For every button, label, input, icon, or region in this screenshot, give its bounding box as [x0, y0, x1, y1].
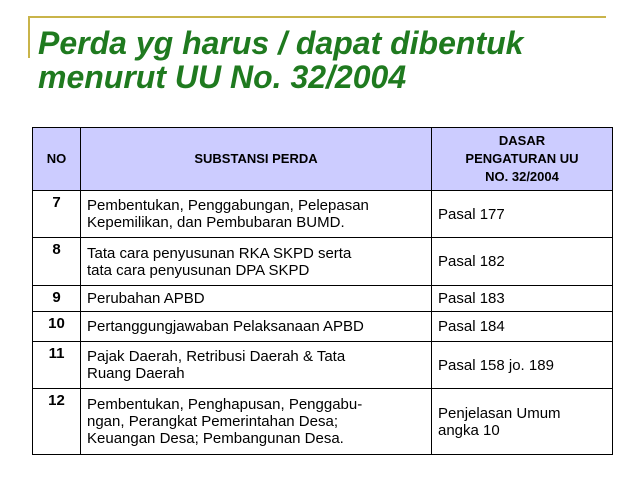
perda-table [32, 127, 613, 455]
top-rule [28, 16, 606, 18]
row-no: 8 [33, 238, 81, 286]
table-row [33, 238, 613, 286]
table-row [33, 312, 613, 342]
row-dasar: Pasal 158 jo. 189 [432, 342, 613, 389]
table-row [33, 286, 613, 312]
row-substansi: Pembentukan, Penggabungan, Pelepasan Kepemilikan, dan Pembubaran BUMD. [81, 191, 432, 238]
row-substansi: Pajak Daerah, Retribusi Daerah & Tata Ruang Daerah [81, 342, 432, 389]
row-no: 11 [33, 342, 81, 389]
header-no: NO [33, 128, 81, 191]
row-dasar: Pasal 182 [432, 238, 613, 286]
table-row [33, 191, 613, 238]
table-row [33, 342, 613, 389]
row-dasar: Pasal 183 [432, 286, 613, 312]
row-no: 7 [33, 191, 81, 238]
side-rule [28, 16, 30, 58]
row-no: 10 [33, 312, 81, 342]
row-substansi: Pertanggungjawaban Pelaksanaan APBD [81, 312, 432, 342]
row-substansi: Pembentukan, Penghapusan, Penggabu- ngan, Perangkat Pemerintahan Desa; Keuangan Desa; Pembangunan Desa. [81, 389, 432, 455]
row-dasar: Pasal 184 [432, 312, 613, 342]
row-dasar: Penjelasan Umum angka 10 [432, 389, 613, 455]
header-substansi: SUBSTANSI PERDA [81, 128, 432, 191]
row-dasar: Pasal 177 [432, 191, 613, 238]
header-row [33, 128, 613, 191]
row-no: 9 [33, 286, 81, 312]
row-no: 12 [33, 389, 81, 455]
table-row [33, 389, 613, 455]
header-dasar: DASAR PENGATURAN UU NO. 32/2004 [432, 128, 613, 191]
row-substansi: Perubahan APBD [81, 286, 432, 312]
slide-title: Perda yg harus / dapat dibentuk menurut UU No. 32/2004 [38, 25, 524, 95]
row-substansi: Tata cara penyusunan RKA SKPD serta tata cara penyusunan DPA SKPD [81, 238, 432, 286]
